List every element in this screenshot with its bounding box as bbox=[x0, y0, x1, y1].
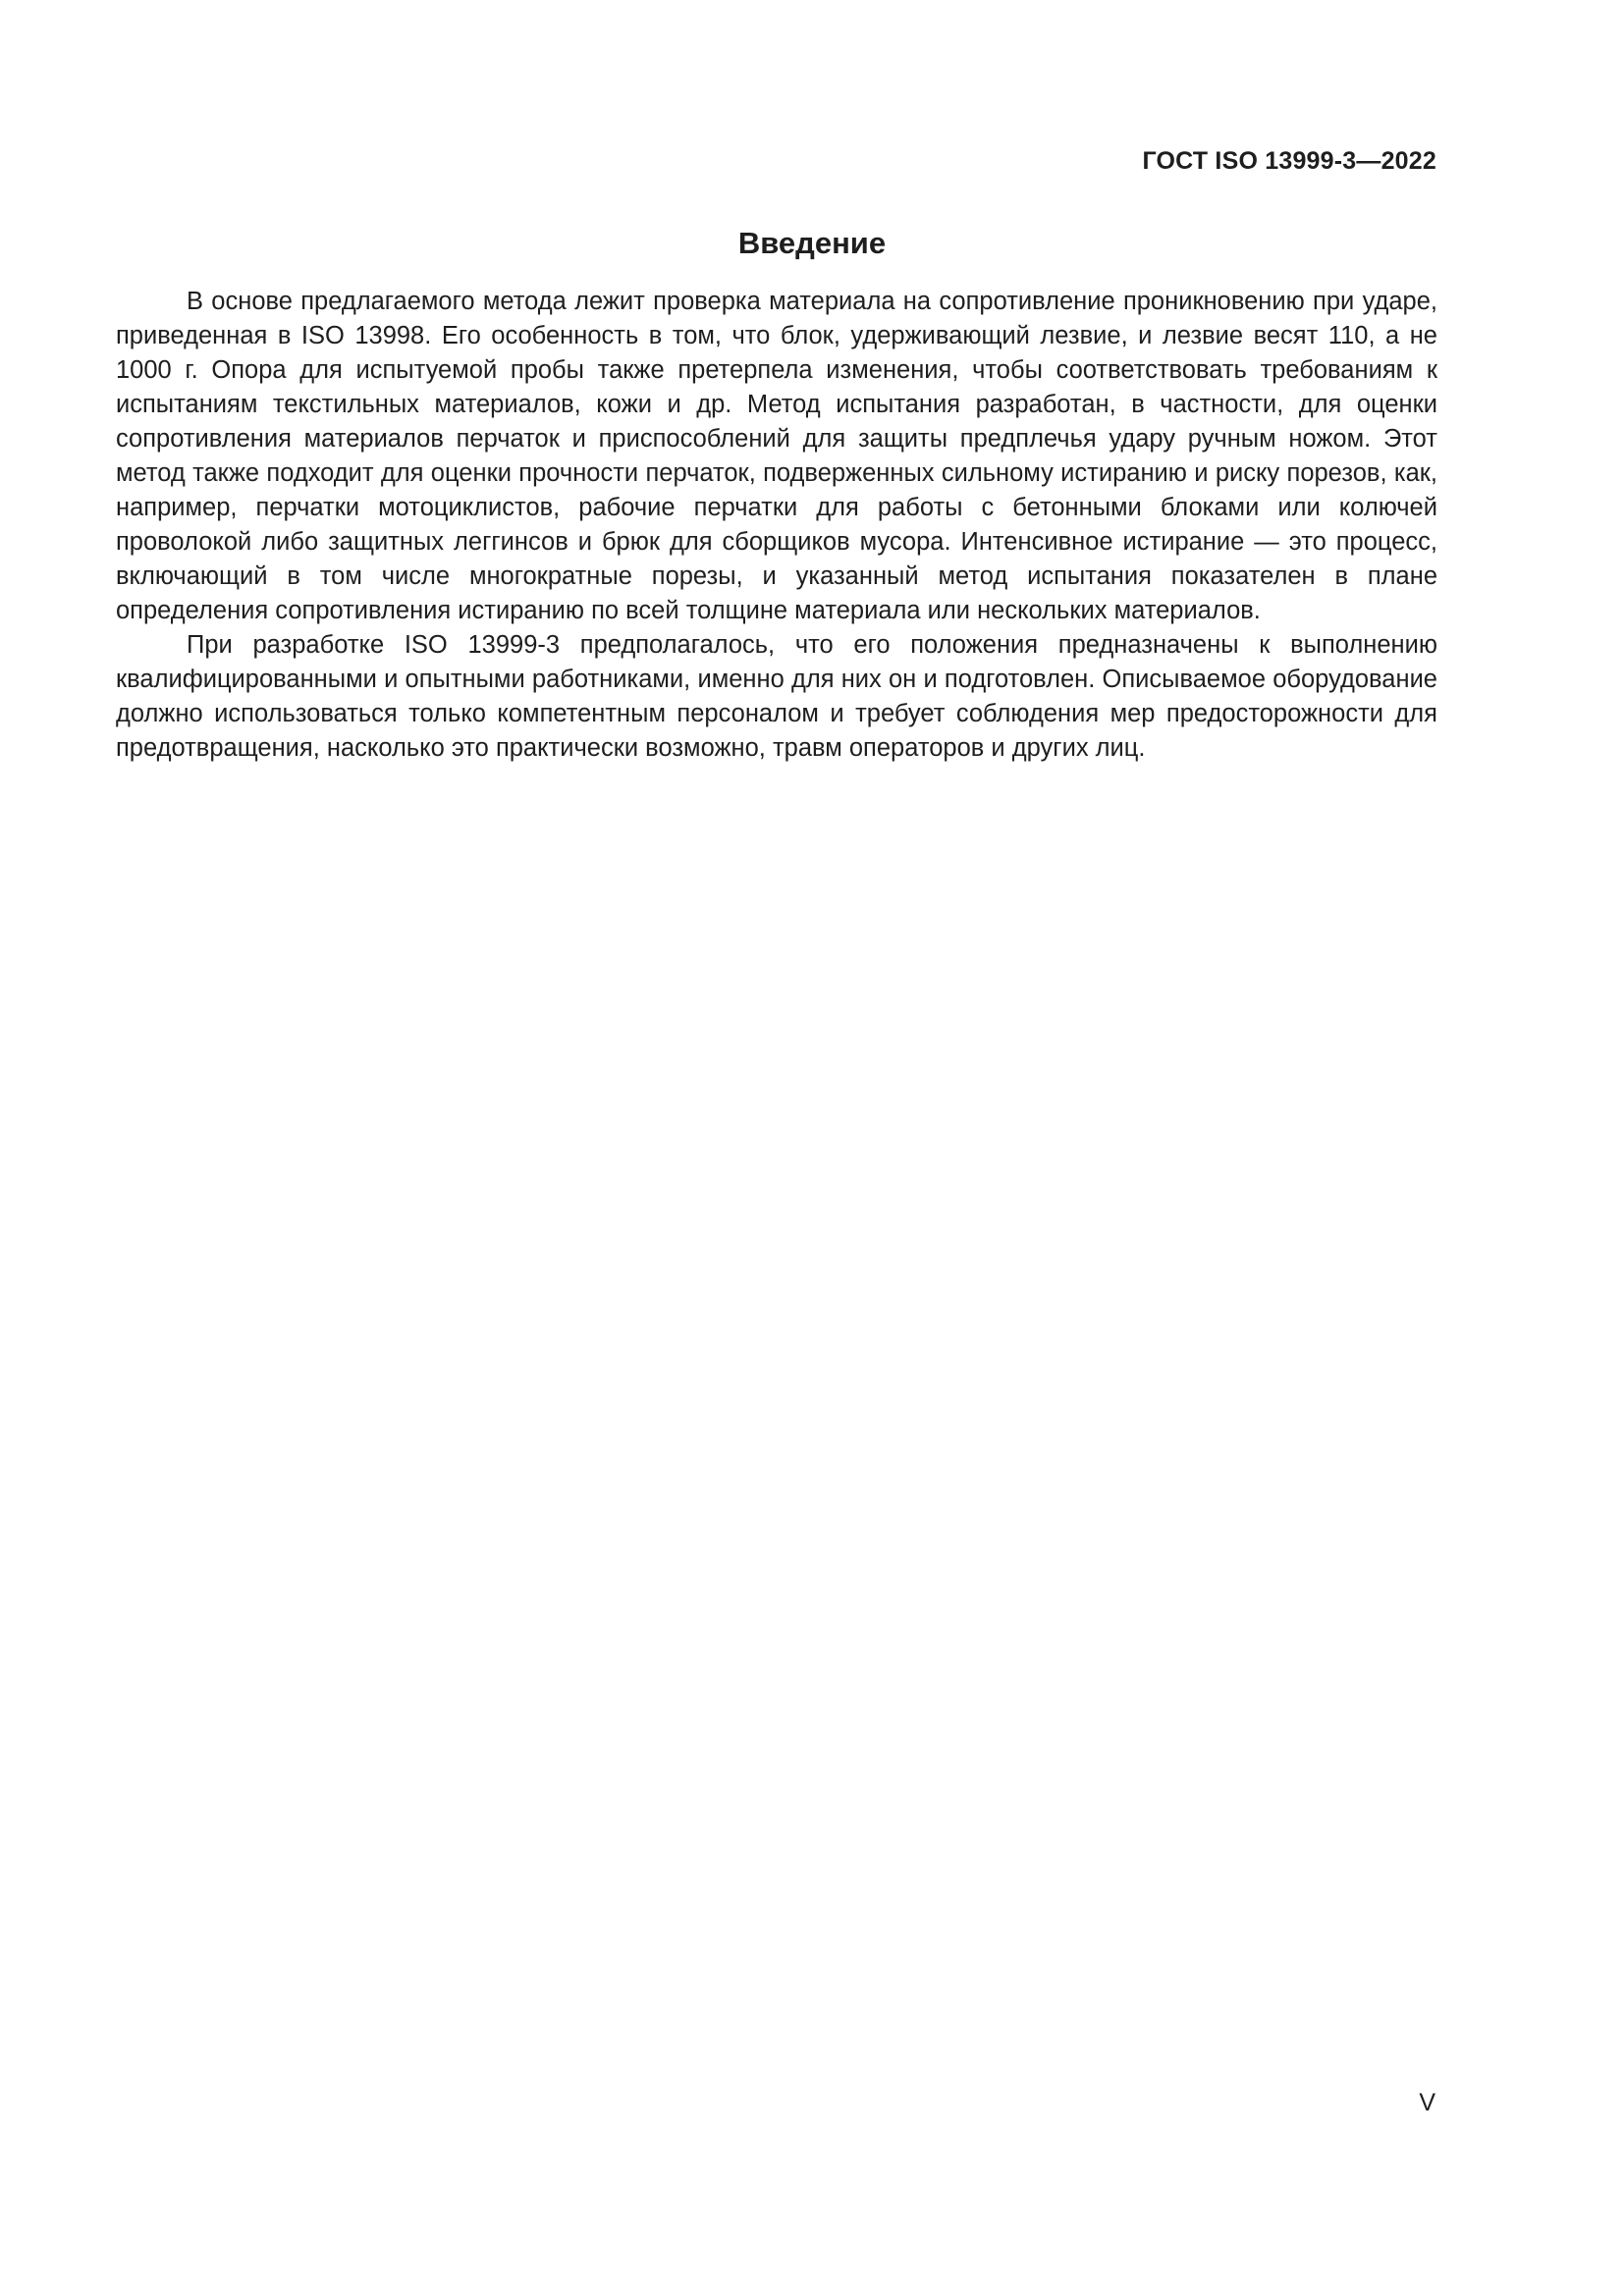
page-number: V bbox=[1419, 2089, 1435, 2116]
paragraph-method-description: В основе предлагаемого метода лежит проверка материала на сопротивление проникновению при ударе, приведенная в ISO 13998. Его особенность в том, что блок, удерживающий лезвие, и лезвие весят 110, а не 1000 г. Опора для испытуемой пробы также претерпела изменения, чтобы соответствовать требованиям к испытаниям текстильных материалов, кожи и др. Метод испытания разработан, в частности, для оценки сопротивления материалов перчаток и приспособлений для защиты предплечья удару ручным ножом. Этот метод также подходит для оценки прочности перчаток, подверженных сильному истиранию и риску порезов, как, например, перчатки мотоциклистов, рабочие перчатки для работы с бетонными блоками или колючей проволокой либо защитных леггинсов и брюк для сборщиков мусора. Интенсивное истирание — это процесс, включающий в том числе многократные порезы, и указанный метод испытания показателен в плане определения сопротивления истиранию по всей толщине материала или нескольких материалов. bbox=[116, 288, 1437, 624]
document-code-header: ГОСТ ISO 13999-3—2022 bbox=[1142, 147, 1436, 175]
introduction-body bbox=[116, 285, 1437, 766]
paragraph-safety-note: При разработке ISO 13999-3 предполагалось, что его положения предназначены к выполнению квалифицированными и опытными работниками, именно для них он и подготовлен. Описываемое оборудование должно использоваться только компетентным персоналом и требует соблюдения мер предосторожности для предотвращения, насколько это практически возможно, травм операторов и других лиц. bbox=[116, 631, 1437, 762]
section-title: Введение bbox=[737, 226, 887, 260]
